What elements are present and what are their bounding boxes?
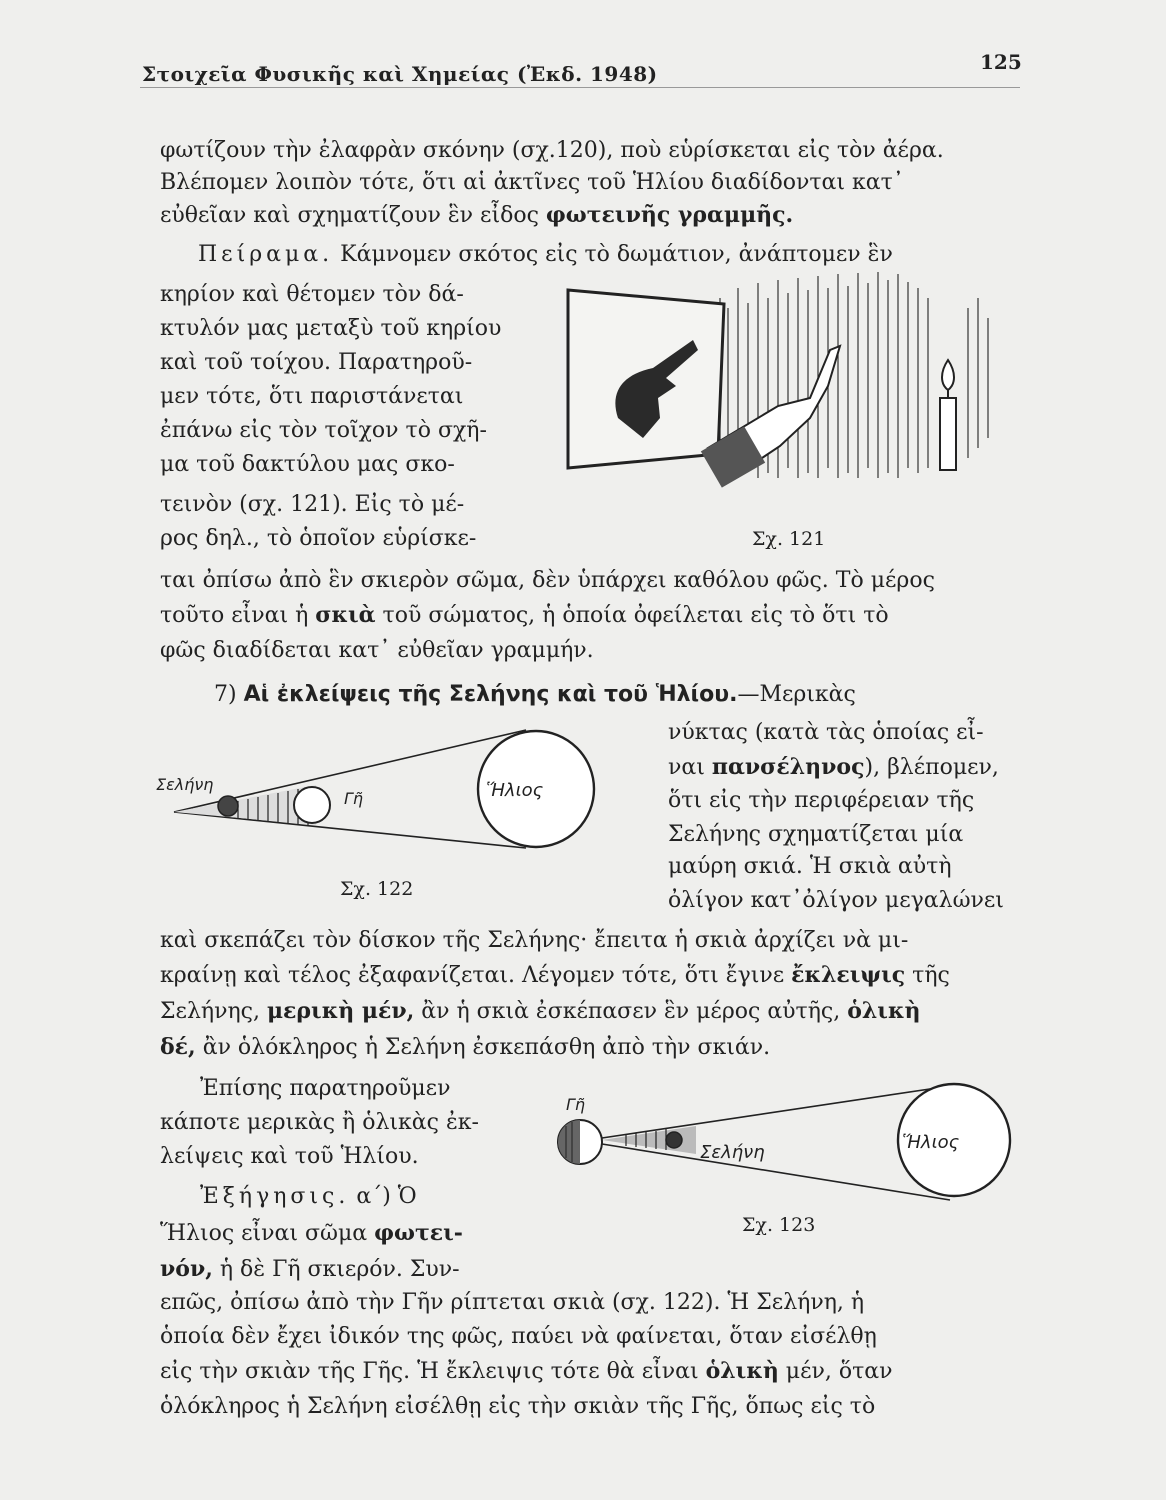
text-line: φῶς διαδίδεται κατ᾿ εὐθεῖαν γραμμήν.: [160, 638, 594, 663]
label-moon: Σελήνη: [700, 1142, 765, 1163]
experiment-label: Πείραμα.: [198, 242, 334, 267]
text-line: επῶς, ὀπίσω ἀπὸ τὴν Γῆν ρίπτεται σκιὰ (σχ. 122). Ἡ Σελήνη, ἡ: [160, 1290, 865, 1315]
text-line: νύκτας (κατὰ τὰς ὁποίας εἶ-: [668, 720, 984, 745]
bold-term: ὁλικὴ: [705, 1358, 779, 1384]
figure-123-caption: Σχ. 123: [742, 1214, 816, 1236]
section-title: Αἱ ἐκλείψεις τῆς Σελήνης καὶ τοῦ Ἡλίου.: [243, 682, 738, 707]
bold-term: φωτει-: [374, 1220, 463, 1246]
text-line: ται ὀπίσω ἀπὸ ἓν σκιερὸν σῶμα, δὲν ὑπάρχει καθόλου φῶς. Τὸ μέρος: [160, 568, 935, 593]
text-line: δέ, ἂν ὁλόκληρος ἡ Σελήνη ἐσκεπάσθη ἀπὸ τὴν σκιάν.: [160, 1034, 771, 1060]
text-line: Σελήνης σχηματίζεται μία: [668, 822, 964, 847]
figure-122-lunar-eclipse: [156, 722, 608, 858]
text-line: ὁλόκληρος ἡ Σελήνη εἰσέλθῃ εἰς τὴν σκιὰν τῆς Γῆς, ὅπως εἰς τὸ: [160, 1394, 876, 1419]
text-line: Ἐξήγησις. α΄) Ὁ: [200, 1184, 417, 1209]
text-line: νόν, ἡ δὲ Γῆ σκιερόν. Συν-: [160, 1256, 460, 1282]
text-line: μαύρη σκιά. Ἡ σκιὰ αὐτὴ: [668, 854, 952, 879]
running-title: Στοιχεῖα Φυσικῆς καὶ Χημείας (Ἐκδ. 1948): [142, 62, 658, 86]
explanation-label: Ἐξήγησις.: [200, 1184, 350, 1209]
text-line: κηρίον καὶ θέτομεν τὸν δά-: [160, 282, 464, 307]
text-line: Πείραμα. Κάμνομεν σκότος εἰς τὸ δωμάτιον, ἀνάπτομεν ἓν: [198, 242, 893, 267]
text-line: εἰς τὴν σκιὰν τῆς Γῆς. Ἡ ἔκλειψις τότε θὰ εἶναι ὁλικὴ μέν, ὅταν: [160, 1358, 893, 1384]
text-line: ὀλίγον κατ᾿ὀλίγον μεγαλώνει: [668, 888, 1004, 913]
text-line: Βλέπομεν λοιπὸν τότε, ὅτι αἱ ἀκτῖνες τοῦ Ἡλίου διαδίδονται κατ᾿: [160, 170, 904, 195]
text-line: φωτίζουν τὴν ἐλαφρὰν σκόνην (σχ.120), ποὺ εὑρίσκεται εἰς τὸν ἀέρα.: [160, 138, 944, 163]
label-sun: Ἥλιος: [486, 780, 544, 801]
bold-term: ἔκλειψις: [791, 962, 906, 988]
text-line: Σελήνης, μερικὴ μέν, ἂν ἡ σκιὰ ἐσκέπασεν ἓν μέρος αὐτῆς, ὁλικὴ: [160, 998, 921, 1024]
page-number: 125: [980, 50, 1022, 74]
text-line: μεν τότε, ὅτι παριστάνεται: [160, 384, 464, 409]
figure-121-hand-shadow: [548, 268, 1014, 496]
text-line: Ἥλιος εἶναι σῶμα φωτει-: [160, 1220, 463, 1246]
bold-term: φωτεινῆς γραμμῆς.: [545, 202, 794, 228]
figure-123-solar-eclipse: [546, 1082, 1016, 1208]
text-line: ρος δηλ., τὸ ὁποῖον εὑρίσκε-: [160, 526, 477, 551]
text-line: ναι πανσέληνος), βλέπομεν,: [668, 754, 999, 780]
text-line: λείψεις καὶ τοῦ Ἡλίου.: [160, 1144, 419, 1169]
text-line: εὐθεῖαν καὶ σχηματίζουν ἓν εἶδος φωτεινῆς γραμμῆς.: [160, 202, 794, 228]
bold-term: σκιὰ: [315, 602, 376, 628]
text-line: τοῦτο εἶναι ἡ σκιὰ τοῦ σώματος, ἡ ὁποία ὀφείλεται εἰς τὸ ὅτι τὸ: [160, 602, 889, 628]
label-moon: Σελήνη: [156, 775, 214, 794]
bold-term: νόν,: [160, 1256, 213, 1282]
label-sun: Ἥλιος: [902, 1132, 960, 1153]
bold-term: δέ,: [160, 1034, 196, 1060]
text-line: καὶ τοῦ τοίχου. Παρατηροῦ-: [160, 350, 473, 375]
text-line: κραίνῃ καὶ τέλος ἐξαφανίζεται. Λέγομεν τότε, ὅτι ἔγινε ἔκλειψις τῆς: [160, 962, 950, 988]
label-earth: Γῆ: [344, 789, 364, 808]
text-line: κάποτε μερικὰς ἢ ὁλικὰς ἐκ-: [160, 1110, 479, 1135]
section-7-heading: 7) Αἱ ἐκλείψεις τῆς Σελήνης καὶ τοῦ Ἡλίου.—Μερικὰς: [214, 682, 856, 707]
bold-term: ὁλικὴ: [847, 998, 921, 1024]
text-line: Ἐπίσης παρατηροῦμεν: [200, 1076, 451, 1101]
text-line: μα τοῦ δακτύλου μας σκο-: [160, 452, 455, 477]
text-line: καὶ σκεπάζει τὸν δίσκον τῆς Σελήνης· ἔπειτα ἡ σκιὰ ἀρχίζει νὰ μι-: [160, 928, 909, 953]
text-line: ὁποία δὲν ἔχει ἰδικόν της φῶς, παύει νὰ φαίνεται, ὅταν εἰσέλθῃ: [160, 1324, 877, 1349]
text-line: τεινὸν (σχ. 121). Εἰς τὸ μέ-: [160, 492, 465, 517]
bold-term: μερικὴ μέν,: [266, 998, 415, 1024]
text-line: κτυλόν μας μεταξὺ τοῦ κηρίου: [160, 316, 502, 341]
text-line: ἐπάνω εἰς τὸν τοῖχον τὸ σχῆ-: [160, 418, 487, 443]
figure-122-caption: Σχ. 122: [340, 878, 414, 900]
text-line: ὅτι εἰς τὴν περιφέρειαν τῆς: [668, 788, 975, 813]
figure-121-caption: Σχ. 121: [752, 528, 826, 550]
bold-term: πανσέληνος: [711, 754, 865, 780]
label-earth: Γῆ: [566, 1095, 586, 1114]
header-rule: [140, 87, 1020, 88]
